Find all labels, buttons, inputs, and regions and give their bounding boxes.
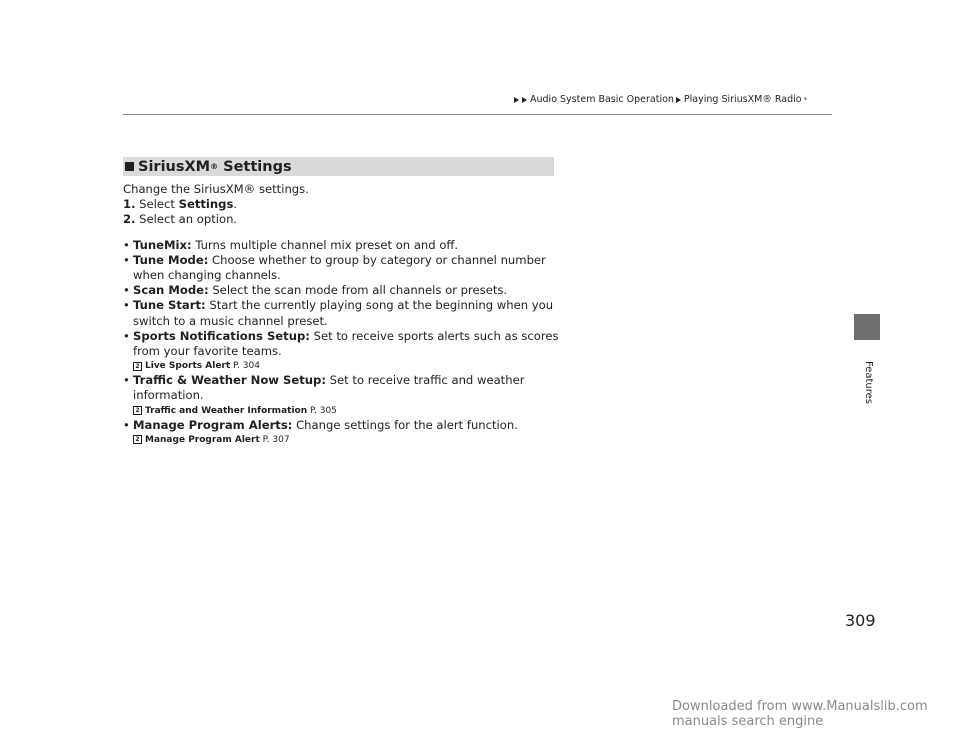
option-sports-notifications: • Sports Notifications Setup: Set to receive sports alerts such as scores from your favorite teams. <box>123 328 559 359</box>
breadcrumb-part-1[interactable]: Audio System Basic Operation <box>530 94 674 105</box>
cross-reference-icon: 2 <box>133 362 142 371</box>
breadcrumb-asterisk: * <box>803 95 808 104</box>
intro-text: Change the SiriusXM® settings. <box>123 182 309 196</box>
section-tab-label: Features <box>862 360 874 404</box>
option-manage-program-alerts: • Manage Program Alerts: Change settings for the alert function. <box>123 417 518 432</box>
arrow-right-icon <box>676 97 681 103</box>
xref-manage-program-alert[interactable]: 2 Manage Program Alert P. 307 <box>123 433 563 447</box>
page-number: 309 <box>845 611 876 630</box>
section-content <box>123 182 563 447</box>
option-tunemix: • TuneMix: Turns multiple channel mix preset on and off. <box>123 237 459 252</box>
square-bullet-icon <box>125 162 134 171</box>
section-title: SiriusXM <box>138 158 211 175</box>
breadcrumb-part-2[interactable]: Playing SiriusXM® Radio <box>683 94 802 105</box>
arrow-right-icon <box>514 97 519 103</box>
step-2: 2. Select an option. <box>123 212 238 227</box>
header-rule <box>123 114 832 115</box>
registered-mark: ® <box>210 162 219 171</box>
section-tab-marker <box>854 314 880 340</box>
option-traffic-weather: • Traffic & Weather Now Setup: Set to receive traffic and weather information. <box>123 373 525 403</box>
section-title-rest: Settings <box>218 158 292 175</box>
arrow-right-icon <box>522 97 527 103</box>
option-tune-start: • Tune Start: Start the currently playing song at the beginning when you switch to a music channel preset. <box>123 298 554 328</box>
step-1: 1. Select Settings. <box>123 197 238 212</box>
settings-term: Settings <box>178 197 234 212</box>
xref-live-sports-alert[interactable]: 2 Live Sports Alert P. 304 <box>123 359 563 373</box>
option-tune-mode: • Tune Mode: Choose whether to group by category or channel number when changing channels. <box>123 252 546 283</box>
option-scan-mode: • Scan Mode: Select the scan mode from all channels or presets. <box>123 283 508 298</box>
section-heading <box>123 157 554 176</box>
cross-reference-icon: 2 <box>133 435 142 444</box>
footer-watermark[interactable]: Downloaded from www.Manualslib.com manuals search engine <box>672 699 928 729</box>
breadcrumb <box>514 94 844 105</box>
xref-traffic-weather-info[interactable]: 2 Traffic and Weather Information P. 305 <box>123 404 563 418</box>
cross-reference-icon: 2 <box>133 406 142 415</box>
